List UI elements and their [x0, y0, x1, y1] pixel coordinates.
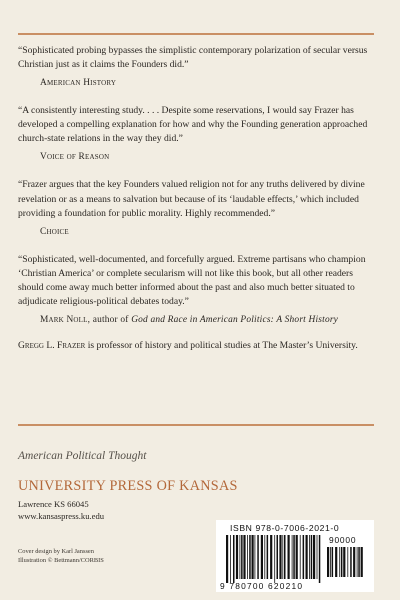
publisher-address — [18, 498, 104, 523]
review-quote-4: “Sophisticated, well-documented, and forcefully argued. Extreme partisans who champion ‘Christian America’ or complete secularism will not like this book, but all other readers should come away much better informed about the past and also much better situated to adjudicate religious-political debates today.” — [18, 253, 366, 308]
publisher-name: UNIVERSITY PRESS OF KANSAS — [18, 478, 238, 494]
barcode-panel — [216, 520, 374, 592]
publisher-city: Lawrence KS 66045 — [18, 499, 89, 509]
price-code: 90000 — [329, 535, 357, 545]
cover-design-credit: Cover design by Karl Janssen — [18, 548, 94, 555]
review-quote-1: “Sophisticated probing bypasses the simplistic contemporary polarization of secular versus Christian just as it claims the Founders did.” — [18, 45, 368, 71]
ean-number: 9 780700 620210 — [220, 581, 304, 591]
isbn-label: ISBN 978-0-7006-2021-0 — [230, 523, 340, 533]
reviewer-name: Mark Noll — [40, 315, 88, 326]
author-bio-text: is professor of history and political studies at The Master’s University. — [85, 340, 358, 352]
review-source-3: Choice — [40, 226, 69, 237]
review-quote-2: “A consistently interesting study. . . . Despite some reservations, I would say Frazer has developed a compelling explanation for how and why the Founding generation approached church-state relations in the way they did.” — [18, 105, 368, 145]
review-blurbs — [18, 44, 370, 353]
author-name: Gregg L. Frazer — [18, 340, 86, 352]
cover-credits — [18, 547, 104, 566]
series-title: American Political Thought — [18, 450, 147, 462]
bottom-divider — [18, 424, 374, 426]
reviewer-book-title: God and Race in American Politics: A Short History — [131, 315, 339, 326]
review-quote-3: “Frazer argues that the key Founders valued religion not for any truths delivered by divine revelation or as a means to salvation but because of its ‘laudable effects,’ which included providing a foundation for public morality. Highly recommended.” — [18, 179, 365, 219]
review-source-1: American History — [40, 78, 117, 89]
publisher-website: www.kansaspress.ku.edu — [18, 511, 105, 522]
ean-barcode-icon — [226, 535, 322, 583]
top-divider — [18, 33, 374, 35]
price-barcode-icon — [327, 547, 365, 581]
review-source-2: Voice of Reason — [40, 152, 110, 163]
review-source-4 — [40, 314, 370, 327]
reviewer-prefix: , author of — [87, 315, 132, 326]
author-bio — [18, 339, 370, 353]
illustration-credit: Illustration © Bettmann/CORBIS — [18, 557, 104, 565]
